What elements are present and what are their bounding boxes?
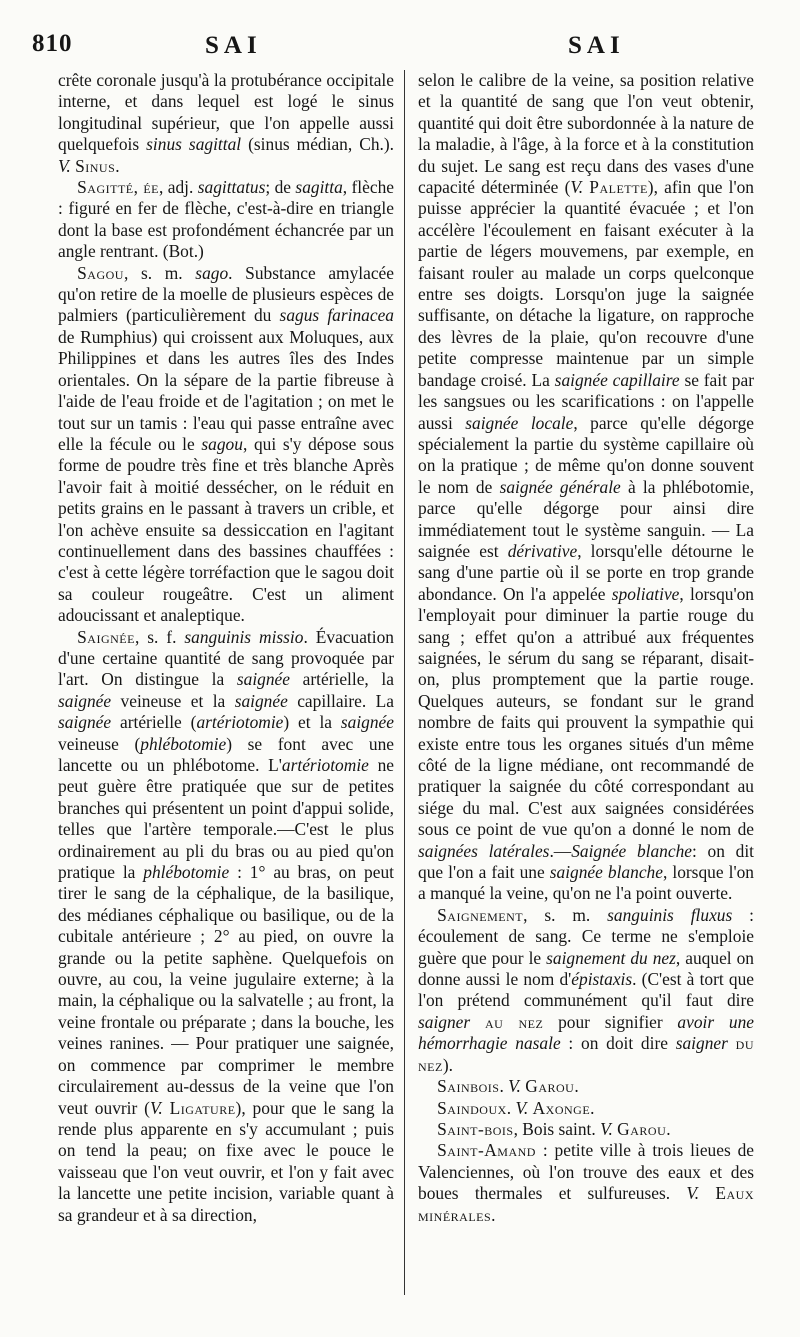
body-text: ), afin que l'on puisse apprécier la quantité évacuée ; et l'on accélère l'écoulement en faisant exécuter à la partie de légers mouvemens, par exemple, en faisant rouler au malade un corps quelconque entre ses doigts. Lorsqu'on juge la saignée suffisante, on détache la ligature, on rapproche des lèvres de la plaie, qu'on recouvre d'une petite compresse maintenue par un simple bandage croisé. La [418, 177, 754, 390]
entry-paragraph [58, 70, 394, 177]
italic-text: V. [149, 1097, 163, 1118]
entry-paragraph [58, 627, 394, 1226]
body-text: , s. m. [523, 904, 608, 925]
body-text [163, 1098, 170, 1118]
body-text: ) se font avec une lancette ou un phlébotome. L' [58, 733, 394, 775]
body-text: , lorsqu'on l'employait pour diminuer la partie rouge du sang ; effet qu'on a attribué aux fréquentes saignées, le sérum du sang se réparant, disait-on, plus promptement que la partie rouge. Quelques auteurs, se fondant sur le grand nombre de faits qui prouvent la sympathie qui existe entre tous les organes situés d'un même côté de la ligne médiane, ont recommandé de pratiquer la saignée du côté correspondant au siége du mal. C'est aux saignées considérées sous ce point de vue qu'on a donné le nom de [418, 583, 754, 840]
italic-text: V. [58, 155, 71, 176]
body-text: ne peut guère être pratiquée que sur de petites branches qui présentent un point d'appui solide, telles que l'artère temporale.—C'est le plus ordinairement au pli du bras ou au pied qu'on pratique la [58, 755, 395, 883]
italic-text: saignées latérales [418, 840, 550, 861]
italic-text: sagus farinacea [279, 305, 394, 326]
page-number: 810 [32, 30, 73, 57]
body-text: ). [442, 1054, 453, 1075]
body-text: ) et la [283, 712, 341, 733]
entry-paragraph [418, 905, 754, 1076]
small-caps-text: Garou [617, 1118, 667, 1139]
body-text: . Substance amylacée qu'on retire de la moelle de plusieurs espèces de palmiers (particulièrement du [58, 262, 394, 326]
body-text: crête coronale jusqu'à la protubérance occipitale interne, et dans lequel est logé le sinus longitudinal supérieur, que l'on appelle aussi quelquefois [58, 70, 394, 155]
italic-text: saignée [58, 690, 112, 711]
italic-text: sago [195, 262, 229, 283]
italic-text: V. [570, 177, 584, 198]
italic-text: sanguinis missio [184, 626, 304, 647]
running-head-right: SAI [568, 32, 625, 59]
body-text: , parce qu'elle dégorge spécialement la partie du système capillaire où on la pratique ; de même qu'on donne souvent le nom de [418, 412, 755, 497]
italic-text: phlébotomie [140, 733, 227, 754]
italic-text: artériotomie [281, 755, 369, 775]
body-text: de Rumphius) qui croissent aux Moluques, aux Philippines et dans les autres îles des Indes orientales. On la sépare de la partie fibreuse à l'aide de l'eau froide et de l'agitation ; on met le tout sur un tamis : l'eau qui passe entraîne avec elle la fécule ou le [58, 326, 394, 454]
body-text: ; de [265, 177, 296, 198]
body-text: artérielle, la [289, 669, 394, 690]
italic-text: phlébotomie [143, 862, 230, 883]
italic-text: dérivative [507, 540, 578, 561]
small-caps-text: du nez [418, 1033, 754, 1075]
body-text [728, 1033, 736, 1053]
italic-text: spoliative [611, 583, 680, 604]
small-caps-text: Sainbois [437, 1076, 500, 1097]
italic-text: saignée locale [465, 412, 574, 433]
entry-paragraph [58, 177, 394, 263]
italic-text: saignée [340, 712, 394, 733]
entry-paragraph [418, 1076, 754, 1097]
small-caps-text: Saignée [77, 626, 135, 647]
small-caps-text: Eaux minérales [418, 1183, 754, 1225]
italic-text: artériotomie [196, 712, 284, 733]
body-text: , adj. [159, 177, 198, 198]
body-text: : on dit que l'on a fait une [418, 840, 754, 883]
body-text: pour signifier [543, 1011, 678, 1032]
italic-text: sinus sagittal [146, 134, 242, 155]
body-text: . Évacuation d'une certaine quantité de sang provoquée par l'art. On distingue la [58, 626, 394, 690]
italic-text: saigner [675, 1033, 728, 1054]
italic-text: saignée [234, 690, 288, 711]
small-caps-text: Sagitté, ée [77, 177, 160, 198]
italic-text: sagittatus [197, 177, 266, 198]
body-text: . [499, 1076, 509, 1097]
entry-paragraph [418, 1140, 754, 1226]
italic-text: V. [515, 1097, 529, 1118]
small-caps-text: Saignement [437, 904, 524, 925]
italic-text: sagitta [295, 177, 343, 198]
italic-text: V. [508, 1076, 521, 1097]
italic-text: saignée [236, 669, 290, 690]
body-text [699, 1183, 715, 1203]
small-caps-text: Sinus [75, 155, 116, 176]
entry-paragraph [418, 1098, 754, 1119]
body-text: . [574, 1076, 579, 1097]
body-text: , auquel on donne aussi le nom d' [418, 947, 754, 990]
body-text: : écoulement de sang. Ce terme ne s'emploie guère que pour le [418, 904, 754, 968]
body-text: . [491, 1204, 496, 1225]
body-text: : petite ville à trois lieues de Valenciennes, où l'on trouve des eaux et des boues thermales et sulfureuses. [418, 1140, 754, 1204]
small-caps-text: Garou [525, 1076, 575, 1097]
italic-text: saignée [58, 712, 112, 733]
italic-text: sanguinis fluxus [607, 904, 733, 925]
body-text: veineuse ( [58, 733, 141, 754]
body-text: : on doit dire [560, 1033, 676, 1054]
body-text: . [115, 155, 120, 176]
entry-paragraph [418, 70, 754, 905]
body-text: . [506, 1097, 516, 1118]
body-text: se fait par les sangsues ou les scarifications : on l'appelle aussi [418, 369, 754, 433]
italic-text: sagou [201, 433, 243, 454]
body-text: . [590, 1097, 595, 1118]
body-text: . (C'est à tort que l'on prétend communément qu'il faut dire [418, 969, 755, 1011]
body-text: .— [549, 840, 572, 861]
body-text: selon le calibre de la veine, sa position relative et la quantité de sang que l'on veut obtenir, quantité qui doit être subordonnée à la nature de la maladie, à l'âge, à la force et à la constitution du sujet. Le sang est reçu dans des vases d'une capacité déterminée ( [418, 70, 754, 198]
italic-text: saignée blanche [549, 862, 663, 883]
left-column [58, 70, 394, 1226]
body-text: ), pour que le sang la rende plus apparente en s'y accumulant ; puis on tend la peau; on fixe avec le pouce le vaisseau que l'on veut ouvrir, et l'on y fait avec la lancette une petite incision, variable quant à sa grandeur et à sa direction, [58, 1097, 394, 1225]
body-text: artérielle ( [111, 712, 197, 733]
italic-text: avoir une hémorrhagie nasale [418, 1011, 754, 1054]
small-caps-text: Saint-bois [437, 1118, 514, 1139]
body-text: : 1° au bras, on peut tirer le sang de la céphalique, de la basilique, des médianes céphalique ou basilique, ou de la cubitale antérieure ; 2° au pied, on ouvre la grande ou la petite saphène. Quelquefois on ouvre, au cou, la veine jugulaire externe; à la main, la céphalique ou la salvatelle ; au front, la veine frontale ou préparate ; dans la bouche, les veines ranines. — Pour pratiquer une saignée, on commence par comprimer le membre circulairement au-dessus de la veine que l'on veut ouvrir ( [58, 862, 394, 1118]
small-caps-text: Ligature [169, 1097, 236, 1118]
body-text: , Bois saint. [513, 1118, 601, 1139]
column-divider [404, 70, 405, 1295]
running-head-left: SAI [205, 32, 262, 59]
italic-text: saignée générale [499, 476, 621, 497]
italic-text: saignée capillaire [554, 369, 680, 390]
body-text: , qui s'y dépose sous forme de poudre très fine et très blanche Après l'avoir fait à moitié dessécher, on le réduit en petits grains en le passant à travers un crible, et l'on achève ensuite sa dessiccation en l'agitant continuellement dans des bassines chauffées : c'est à cette légère torréfaction que le sagou doit sa couleur rougeâtre. C'est un aliment adoucissant et analeptique. [58, 433, 394, 626]
body-text: à la phlébotomie, parce qu'elle dégorge pour ainsi dire immédiatement tout le système sanguin. — La saignée est [418, 476, 754, 561]
small-caps-text: Saindoux [437, 1097, 507, 1118]
small-caps-text: au nez [484, 1011, 544, 1032]
italic-text: V. [686, 1183, 700, 1204]
body-text: veineuse et la [111, 690, 235, 711]
body-text: , flèche : figuré en fer de flèche, c'est-à-dire en triangle dont la base est profondément échancrée par un angle rentrant. (Bot.) [58, 177, 394, 262]
body-text: , lorsque l'on a manqué la veine, qu'on ne l'a point ouverte. [418, 862, 754, 904]
italic-text: Saignée blanche [571, 840, 693, 861]
body-text: , s. m. [123, 262, 196, 283]
body-text [470, 1012, 485, 1032]
italic-text: saignement du nez [546, 947, 676, 968]
body-text: capillaire. La [287, 690, 394, 711]
body-text: , lorsqu'elle détourne le sang d'une partie où il se porte en trop grande abondance. On l'a appelée [418, 540, 754, 604]
small-caps-text: Palette [589, 177, 648, 198]
page-header [0, 30, 800, 70]
italic-text: saigner [418, 1011, 471, 1032]
entry-paragraph [418, 1119, 754, 1140]
small-caps-text: Sagou [77, 262, 124, 283]
entry-paragraph [58, 263, 394, 627]
italic-text: V. [600, 1118, 613, 1139]
small-caps-text: Axonge [532, 1097, 591, 1118]
body-text: , s. f. [134, 626, 185, 647]
italic-text: épistaxis [571, 969, 633, 990]
small-caps-text: Saint-Amand [437, 1140, 536, 1161]
body-text: . [666, 1118, 671, 1139]
right-column [418, 70, 754, 1226]
body-text: (sinus médian, Ch.). [241, 134, 394, 155]
